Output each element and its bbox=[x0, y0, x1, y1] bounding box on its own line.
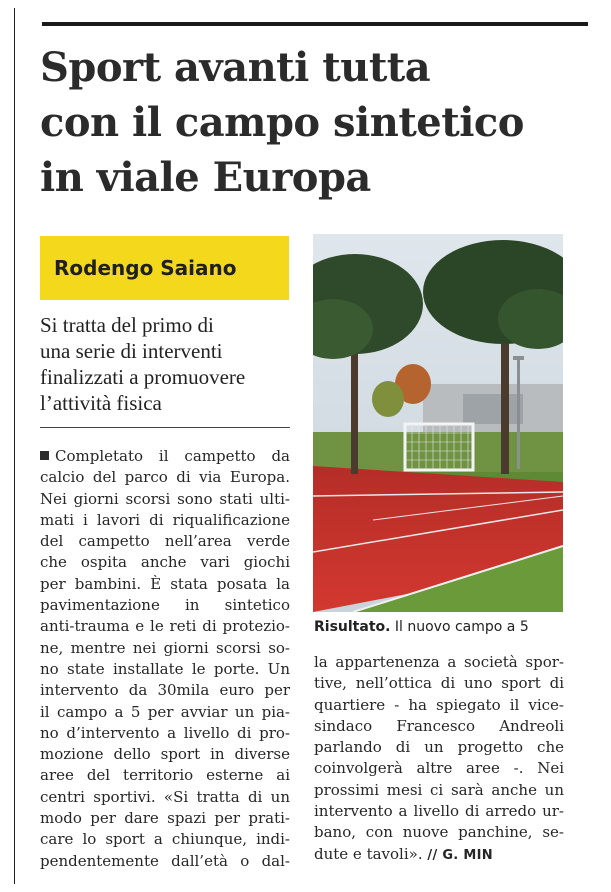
headline bbox=[40, 40, 600, 205]
location-kicker bbox=[40, 236, 289, 300]
body-line: intervento a livello di arredo ur- bbox=[314, 802, 564, 821]
top-rule bbox=[42, 22, 588, 26]
light-pole-head bbox=[513, 356, 524, 360]
body-line: coinvolgerà altre aree -. Nei bbox=[314, 759, 564, 778]
tree-trunk bbox=[501, 324, 509, 474]
square-bullet-icon bbox=[40, 451, 49, 460]
deck-line: Si tratta del primo di bbox=[40, 313, 214, 337]
body-line: mozione dello sport in diverse bbox=[40, 745, 290, 764]
body-line: mati i lavori di riqualificazione bbox=[40, 510, 290, 529]
kicker-label: Rodengo Saiano bbox=[54, 256, 237, 280]
body-line: care lo sport a chiunque, indi- bbox=[40, 830, 290, 849]
body-line: quartiere - ha spiegato il vice- bbox=[314, 695, 564, 714]
grass-background bbox=[313, 432, 563, 472]
caption-label: Risultato. bbox=[314, 619, 391, 635]
body-line: Completato il campetto da bbox=[40, 446, 290, 467]
deck-line: l’attività fisica bbox=[40, 391, 162, 415]
body-line: il campo a 5 per avviar un pia- bbox=[40, 702, 290, 721]
body-line: centri sportivi. «Si tratta di un bbox=[40, 787, 290, 806]
body-column-right bbox=[314, 652, 564, 866]
body-line: pendentemente dall’età o dal- bbox=[40, 851, 290, 870]
headline-line: in viale Europa bbox=[40, 154, 371, 201]
deck-line: finalizzati a promuovere bbox=[40, 365, 246, 389]
body-line: no state installate le porte. Un bbox=[40, 659, 290, 678]
pitch-photo-illustration bbox=[313, 234, 563, 612]
body-line: che ospita anche vari giochi bbox=[40, 553, 290, 572]
photo-football-pitch bbox=[313, 234, 563, 612]
photo-caption bbox=[314, 619, 529, 635]
shrub bbox=[372, 381, 404, 417]
body-line: del campetto nell’area verde bbox=[40, 532, 290, 551]
body-line: no d’intervento a livello di pro- bbox=[40, 723, 290, 742]
body-line: aree del territorio esterne ai bbox=[40, 766, 290, 785]
body-line: sindaco Francesco Andreoli bbox=[314, 716, 564, 735]
caption-text: Il nuovo campo a 5 bbox=[390, 619, 529, 635]
body-line: la appartenenza a società spor- bbox=[314, 653, 564, 671]
body-line: anti-trauma e le reti di protezio- bbox=[40, 617, 290, 636]
deck-line: una serie di interventi bbox=[40, 339, 223, 363]
body-line: Nei giorni scorsi sono stati ulti- bbox=[40, 489, 290, 508]
deck-subheadline bbox=[40, 312, 295, 416]
building-facade bbox=[463, 394, 523, 424]
body-line: modo per dare spazi per prati- bbox=[40, 809, 290, 828]
body-line: parlando di un progetto che bbox=[314, 738, 564, 757]
body-line: per bambini. È stata posata la bbox=[40, 574, 290, 593]
author-signoff: // G. MIN bbox=[427, 847, 493, 863]
body-line: calcio del parco di via Europa. bbox=[40, 468, 290, 487]
body-line: prossimi mesi ci sarà anche un bbox=[314, 780, 564, 799]
page-edge-rule bbox=[14, 8, 15, 884]
headline-line: con il campo sintetico bbox=[40, 99, 524, 146]
body-line: pavimentazione in sintetico bbox=[40, 596, 290, 615]
body-line: bano, con nuove panchine, se- bbox=[314, 823, 564, 842]
deck-divider bbox=[40, 427, 290, 428]
light-pole bbox=[517, 359, 520, 469]
body-column-left bbox=[40, 446, 290, 872]
body-line: ne, mentre nei giorni scorsi so- bbox=[40, 638, 290, 657]
headline-line: Sport avanti tutta bbox=[40, 44, 431, 91]
body-line-last: dute e tavoli». // G. MIN bbox=[314, 844, 493, 863]
body-line: tive, nell’ottica di uno sport di bbox=[314, 674, 564, 693]
body-line: intervento da 30mila euro per bbox=[40, 681, 290, 700]
